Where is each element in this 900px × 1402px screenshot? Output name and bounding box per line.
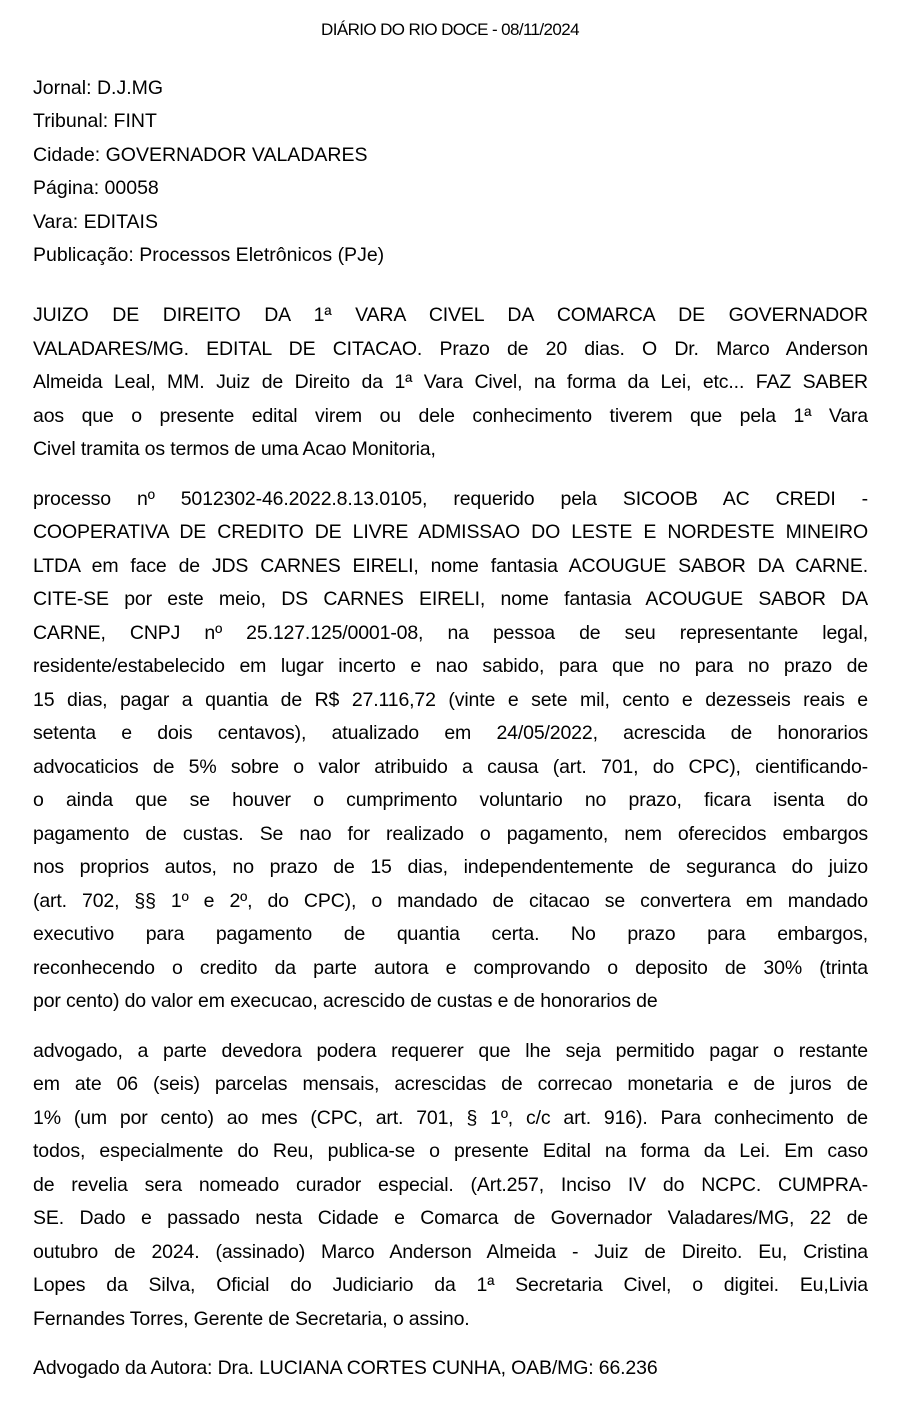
text-line: SE. Dado e passado nesta Cidade e Comarca de Governador Valadares/MG, 22 de xyxy=(33,1207,868,1230)
text-line: pagamento de custas. Se nao for realizado o pagamento, nem oferecidos embargos xyxy=(33,822,868,845)
paragraph-payment-terms-closing xyxy=(33,1035,868,1337)
text-line: o ainda que se houver o cumprimento voluntario no prazo, ficara isenta do xyxy=(33,789,868,812)
text-line: residente/estabelecido em lugar incerto e nao sabido, para que no para no prazo de xyxy=(33,655,868,678)
text-line: CITE-SE por este meio, DS CARNES EIRELI, nome fantasia ACOUGUE SABOR DA xyxy=(33,588,868,611)
document-header-title: DIÁRIO DO RIO DOCE - 08/11/2024 xyxy=(321,20,579,39)
text-line: VALADARES/MG. EDITAL DE CITACAO. Prazo de 20 dias. O Dr. Marco Anderson xyxy=(33,337,868,360)
text-line: nos proprios autos, no prazo de 15 dias, independentemente de seguranca do juizo xyxy=(33,856,868,879)
meta-pagina: Página: 00058 xyxy=(33,177,159,200)
paragraph-lawyer xyxy=(33,1352,868,1386)
text-line: por cento) do valor em execucao, acrescido de custas e de honorarios de xyxy=(33,990,658,1013)
text-line: CARNE, CNPJ nº 25.127.125/0001-08, na pessoa de seu representante legal, xyxy=(33,621,868,644)
meta-cidade: Cidade: GOVERNADOR VALADARES xyxy=(33,143,368,166)
text-line: executivo para pagamento de quantia certa. No prazo para embargos, xyxy=(33,923,868,946)
meta-jornal: Jornal: D.J.MG xyxy=(33,77,164,99)
publication-metadata xyxy=(33,72,900,272)
text-line: Fernandes Torres, Gerente de Secretaria, o assino. xyxy=(33,1307,470,1330)
text-line: JUIZO DE DIREITO DA 1ª VARA CIVEL DA COMARCA DE GOVERNADOR xyxy=(33,304,868,327)
text-line: Civel tramita os termos de uma Acao Monitoria, xyxy=(33,438,436,461)
text-line: Almeida Leal, MM. Juiz de Direito da 1ª Vara Civel, na forma da Lei, etc... FAZ SABER xyxy=(33,371,868,394)
text-line: reconhecendo o credito da parte autora e comprovando o deposito de 30% (trinta xyxy=(33,956,868,979)
text-line: 1% (um por cento) ao mes (CPC, art. 701, § 1º, c/c art. 916). Para conhecimento de xyxy=(33,1106,868,1129)
text-line: (art. 702, §§ 1º e 2º, do CPC), o mandado de citacao se convertera em mandado xyxy=(33,889,868,912)
text-line: processo nº 5012302-46.2022.8.13.0105, requerido pela SICOOB AC CREDI - xyxy=(33,487,868,510)
text-line: de revelia sera nomeado curador especial. (Art.257, Inciso IV do NCPC. CUMPRA- xyxy=(33,1173,868,1196)
paragraph-process-citation xyxy=(33,483,868,1019)
meta-publicacao: Publicação: Processos Eletrônicos (PJe) xyxy=(33,243,385,266)
meta-tribunal: Tribunal: FINT xyxy=(33,110,157,133)
text-line: 15 dias, pagar a quantia de R$ 27.116,72 (vinte e sete mil, cento e dezesseis reais e xyxy=(33,688,868,711)
paragraph-court-header xyxy=(33,299,868,467)
meta-vara: Vara: EDITAIS xyxy=(33,210,158,233)
text-line: todos, especialmente do Reu, publica-se o presente Edital na forma da Lei. Em caso xyxy=(33,1140,868,1163)
text-line: setenta e dois centavos), atualizado em 24/05/2022, acrescida de honorarios xyxy=(33,722,868,745)
text-line: aos que o presente edital virem ou dele conhecimento tiverem que pela 1ª Vara xyxy=(33,404,868,427)
text-line: Advogado da Autora: Dra. LUCIANA CORTES CUNHA, OAB/MG: 66.236 xyxy=(33,1357,658,1380)
text-line: advocaticios de 5% sobre o valor atribuido a causa (art. 701, do CPC), cientificando- xyxy=(33,755,868,778)
text-line: outubro de 2024. (assinado) Marco Anderson Almeida - Juiz de Direito. Eu, Cristina xyxy=(33,1240,868,1263)
text-line: Lopes da Silva, Oficial do Judiciario da 1ª Secretaria Civel, o digitei. Eu,Livia xyxy=(33,1274,868,1297)
text-line: advogado, a parte devedora podera requerer que lhe seja permitido pagar o restante xyxy=(33,1039,868,1062)
text-line: em ate 06 (seis) parcelas mensais, acrescidas de correcao monetaria e de juros de xyxy=(33,1073,868,1096)
text-line: LTDA em face de JDS CARNES EIRELI, nome fantasia ACOUGUE SABOR DA CARNE. xyxy=(33,554,868,577)
text-line: COOPERATIVA DE CREDITO DE LIVRE ADMISSAO DO LESTE E NORDESTE MINEIRO xyxy=(33,521,868,544)
